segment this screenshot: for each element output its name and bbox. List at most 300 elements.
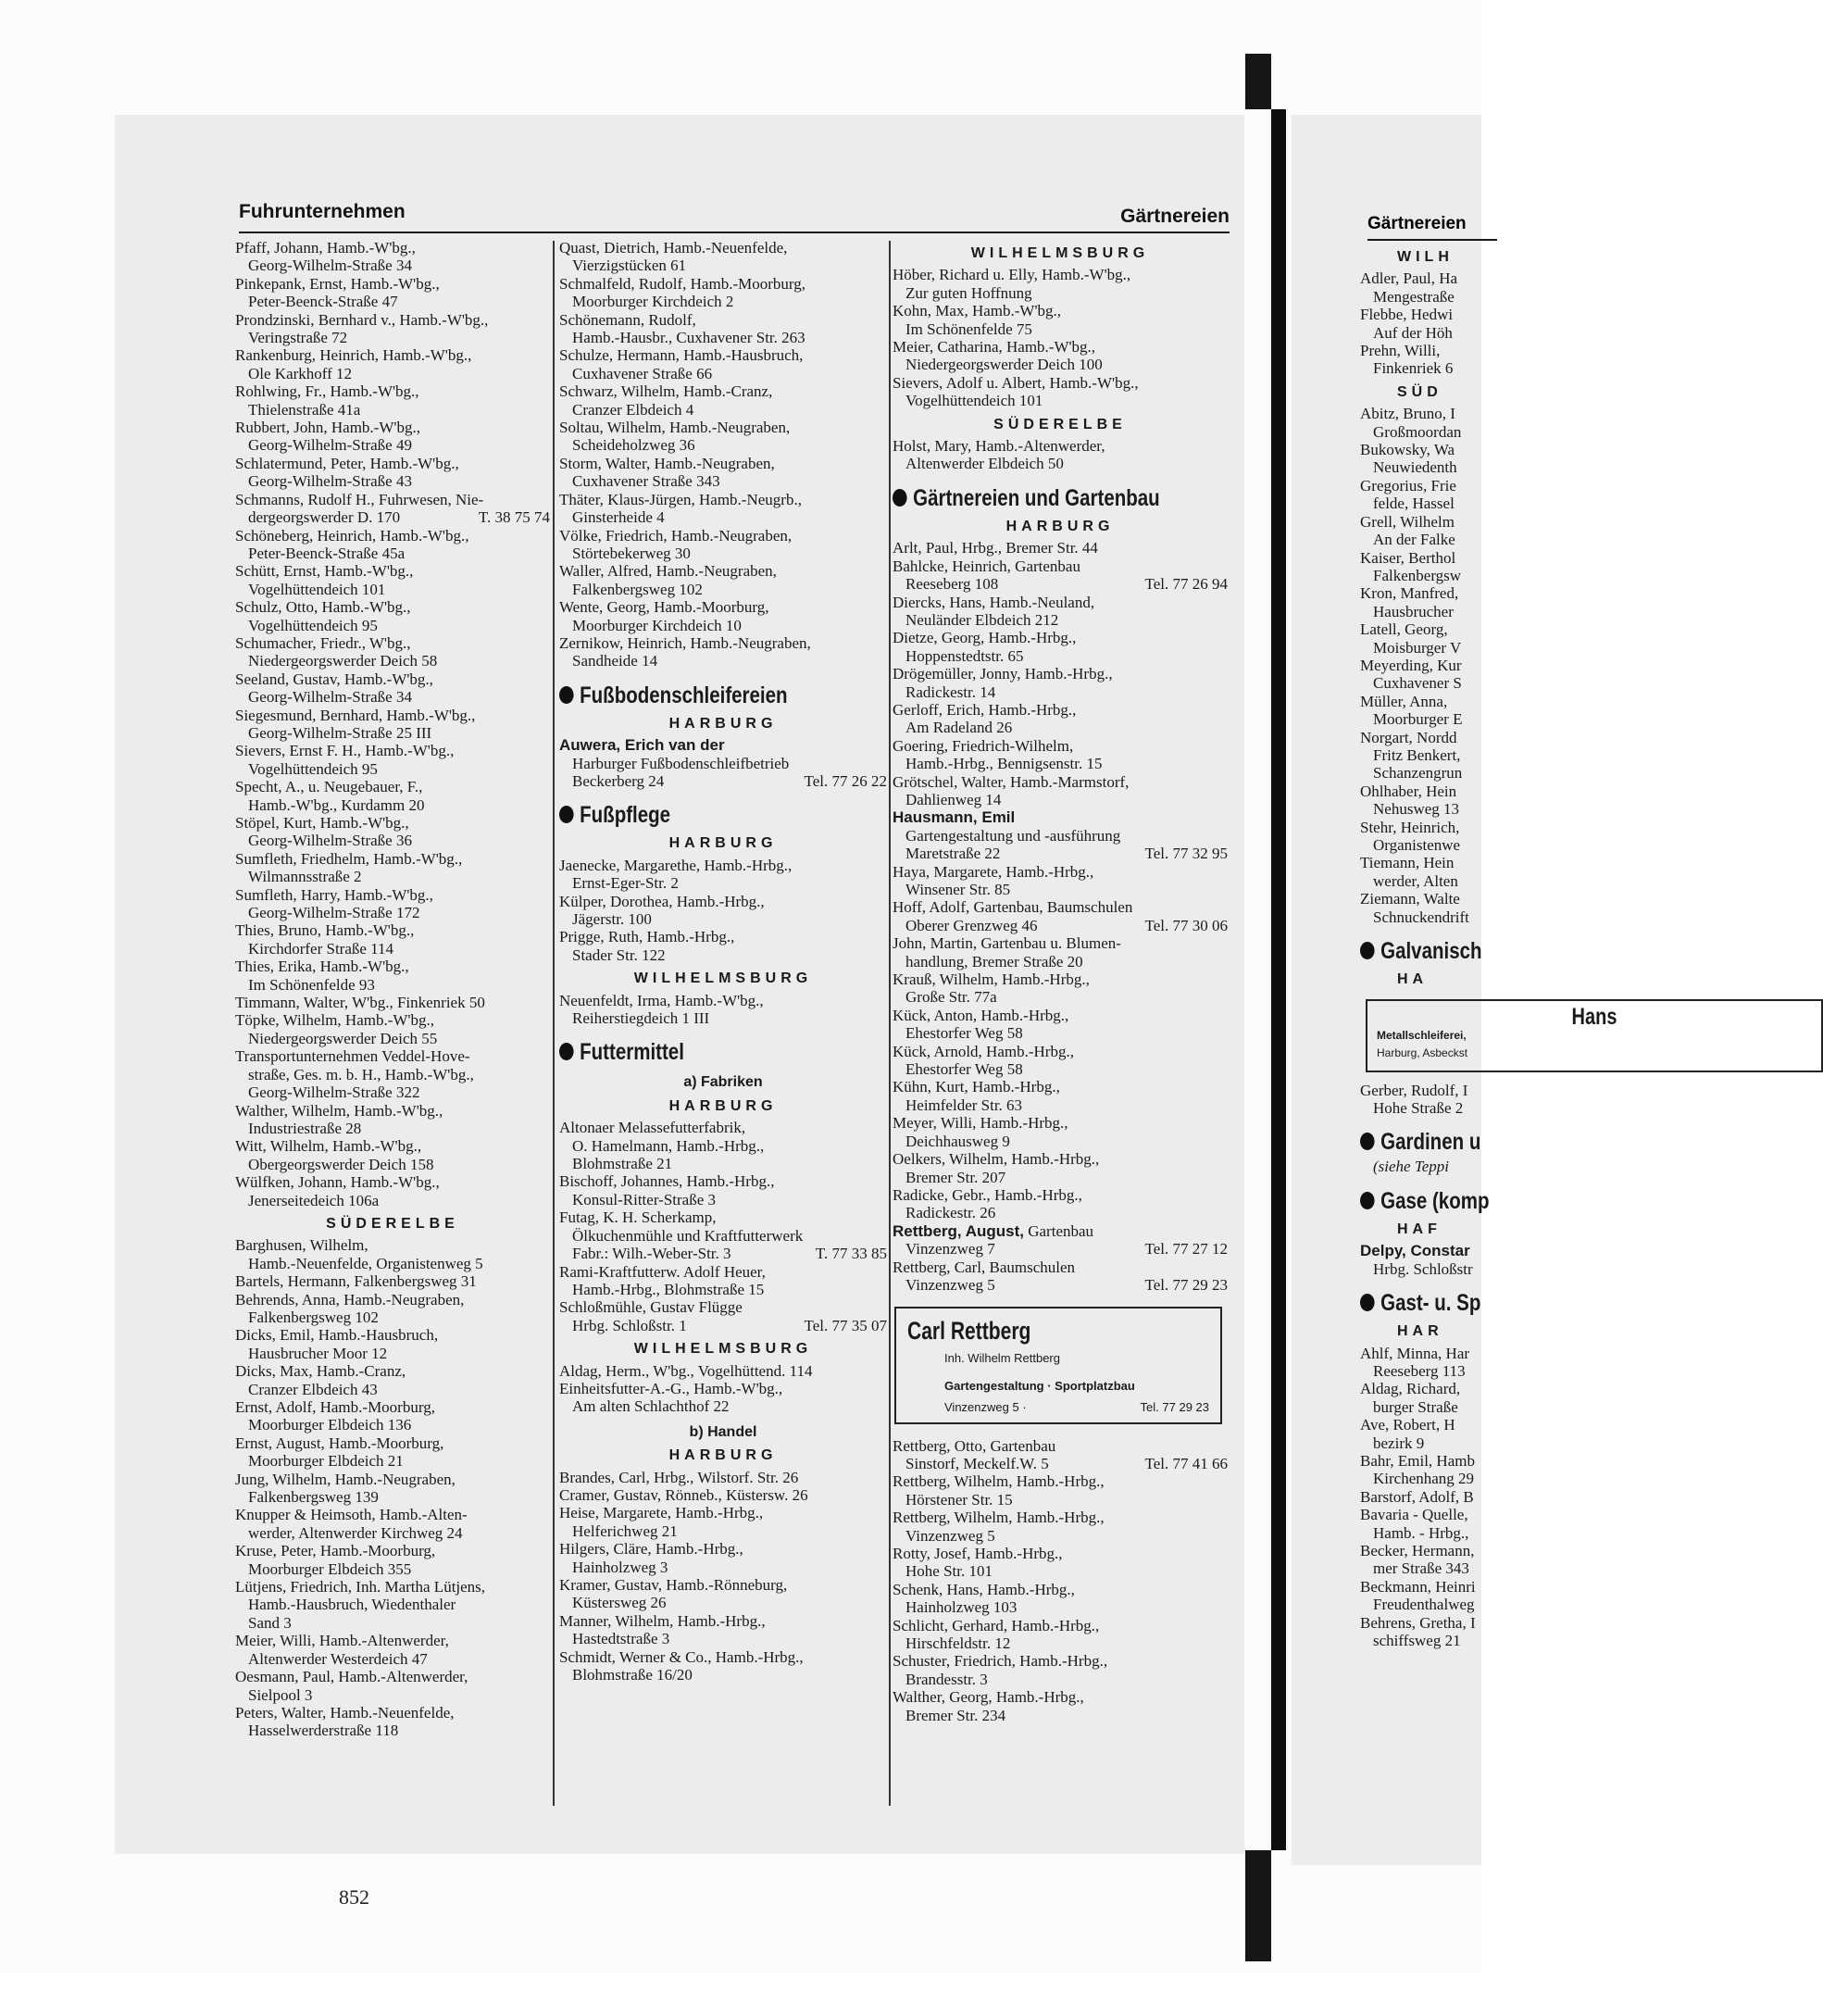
entry-address xyxy=(235,1686,550,1704)
scan-margin xyxy=(0,1972,1481,2016)
entry-address xyxy=(235,832,550,849)
directory-entry-fragment: Ziemann, Walte xyxy=(1360,890,1460,908)
entry-address xyxy=(559,910,887,928)
ad-owner: Inh. Wilhelm Rettberg xyxy=(944,1351,1060,1366)
directory-entry xyxy=(235,634,550,670)
entry-address xyxy=(235,1650,550,1668)
entry-address-text: Cranzer Elbdeich 43 xyxy=(248,1380,378,1398)
district-heading: HA xyxy=(1397,971,1429,988)
directory-entry xyxy=(235,742,550,778)
district-heading: HARBURG xyxy=(668,835,778,852)
entry-address-text: Vinzenzweg 5 xyxy=(905,1526,995,1545)
entry-address-text: Im Schönenfelde 75 xyxy=(905,319,1032,338)
directory-entry-fragment: Moisburger V xyxy=(1373,638,1462,657)
directory-entry xyxy=(559,928,887,964)
directory-entry xyxy=(559,455,887,491)
directory-entry-fragment: Prehn, Willi, xyxy=(1360,342,1441,360)
category-heading xyxy=(1360,1128,1740,1156)
directory-entry-fragment: Flebbe, Hedwi xyxy=(1360,306,1454,324)
page-number: 852 xyxy=(339,1885,369,1909)
entry-address-text: Jenerseitedeich 106a xyxy=(248,1191,380,1209)
directory-entry xyxy=(235,1011,550,1047)
directory-entry xyxy=(235,1704,550,1740)
entry-address-text: Hamb.-Hrbg., Blohmstraße 15 xyxy=(572,1280,765,1298)
district-heading: WILHELMSBURG xyxy=(633,1341,813,1358)
entry-address xyxy=(235,688,550,706)
category-heading xyxy=(1360,1289,1740,1317)
entry-address-text: Hörstener Str. 15 xyxy=(905,1490,1013,1509)
entry-address-text: Cuxhavener Straße 66 xyxy=(572,364,713,382)
directory-entry xyxy=(235,455,550,491)
facing-page-rule xyxy=(1367,239,1497,241)
entry-address xyxy=(559,1009,887,1027)
entry-name: Lütjens, Friedrich, Inh. Martha Lütjens, xyxy=(235,1578,486,1597)
entry-address-text: Hamb.-Hausbr., Cuxhavener Str. 263 xyxy=(572,329,805,347)
entry-address xyxy=(559,1191,887,1208)
entry-telephone: Tel. 77 35 07 xyxy=(804,1316,887,1334)
entry-name: Aldag, Herm., W'bg., Vogelhüttend. 114 xyxy=(559,1361,813,1380)
entry-name: Kück, Arnold, Hamb.-Hrbg., xyxy=(893,1042,1074,1060)
directory-entry-fragment: Beckmann, Heinri xyxy=(1360,1577,1476,1596)
entry-name: Rubbert, John, Hamb.-W'bg., xyxy=(235,419,420,437)
directory-entry xyxy=(235,1047,550,1101)
directory-entry xyxy=(235,814,550,850)
directory-entry xyxy=(235,921,550,958)
entry-name: Specht, A., u. Neugebauer, F., xyxy=(235,778,423,796)
entry-address-text: Bremer Str. 207 xyxy=(905,1168,1006,1186)
entry-address xyxy=(559,1630,887,1647)
entry-address xyxy=(559,617,887,634)
directory-entry-fragment: Kron, Manfred, xyxy=(1360,584,1459,603)
directory-entry xyxy=(893,665,1228,701)
entry-address xyxy=(893,1527,1228,1545)
directory-entry xyxy=(235,1398,550,1434)
entry-address xyxy=(235,508,550,526)
ad-address: Harburg, Asbeckst xyxy=(1377,1046,1468,1060)
entry-address-text: Hastedtstraße 3 xyxy=(572,1630,670,1648)
district-heading: WILH xyxy=(1397,249,1454,265)
directory-entry xyxy=(893,629,1228,665)
directory-entry xyxy=(235,491,550,527)
entry-address-text: Beckerberg 24 xyxy=(572,771,665,790)
entry-telephone: Tel. 77 30 06 xyxy=(1144,916,1228,934)
entry-address-text: werder, Altenwerder Kirchweg 24 xyxy=(248,1523,463,1542)
entry-address-text: Georg-Wilhelm-Straße 34 xyxy=(248,257,412,275)
entry-address-text: Harburger Fußbodenschleifbetrieb xyxy=(572,754,790,772)
entry-name: Behrends, Anna, Hamb.-Neugraben, xyxy=(235,1290,465,1309)
entry-address xyxy=(893,917,1228,934)
entry-address-text: Ölkuchenmühle und Kraftfutterwerk xyxy=(572,1226,804,1245)
entry-address xyxy=(559,329,887,346)
entry-address xyxy=(559,508,887,526)
entry-address xyxy=(893,1096,1228,1114)
entry-address xyxy=(893,1133,1228,1150)
directory-entry xyxy=(235,419,550,455)
entry-address-text: Sand 3 xyxy=(248,1613,292,1632)
entry-address-text: Neuländer Elbdeich 212 xyxy=(905,610,1059,629)
entry-address xyxy=(893,988,1228,1006)
district-heading: SÜDERELBE xyxy=(326,1215,459,1232)
entry-address-text: Cuxhavener Straße 343 xyxy=(572,472,720,491)
directory-entry xyxy=(893,1437,1228,1473)
directory-entry xyxy=(893,1652,1228,1688)
entry-address-text: Konsul-Ritter-Straße 3 xyxy=(572,1190,716,1208)
entry-address-text: Sielpool 3 xyxy=(248,1685,313,1704)
directory-entry xyxy=(893,1222,1228,1240)
entry-name: Krauß, Wilhelm, Hamb.-Hrbg., xyxy=(893,970,1090,989)
column-1 xyxy=(235,239,550,1740)
directory-entry xyxy=(235,958,550,994)
directory-entry xyxy=(893,1186,1228,1222)
entry-name: Pinkepank, Ernst, Hamb.-W'bg., xyxy=(235,274,440,293)
directory-entry-fragment: Latell, Georg, xyxy=(1360,620,1448,639)
entry-name: Grötschel, Walter, Hamb.-Marmstorf, xyxy=(893,772,1130,791)
directory-entry xyxy=(235,311,550,347)
entry-address xyxy=(235,581,550,598)
district-heading: HARBURG xyxy=(668,715,778,732)
header-rule xyxy=(239,232,1230,233)
entry-address xyxy=(235,868,550,885)
entry-address-text: Vierzigstücken 61 xyxy=(572,257,687,275)
entry-name: Zernikow, Heinrich, Hamb.-Neugraben, xyxy=(559,633,811,652)
entry-address xyxy=(235,257,550,274)
entry-name: Schenk, Hans, Hamb.-Hrbg., xyxy=(893,1580,1075,1598)
entry-name: Manner, Wilhelm, Hamb.-Hrbg., xyxy=(559,1611,766,1630)
ad-service: Gartengestaltung · Sportplatzbau xyxy=(944,1378,1135,1393)
bullet-icon xyxy=(559,686,574,704)
entry-name: Rami-Kraftfutterw. Adolf Heuer, xyxy=(559,1262,766,1281)
directory-entry-fragment: Adler, Paul, Ha xyxy=(1360,269,1458,288)
entry-address-text: Jägerstr. 100 xyxy=(572,910,652,928)
directory-entry xyxy=(559,1540,887,1576)
entry-address-text: Hamb.-Hrbg., Bennigsenstr. 15 xyxy=(905,755,1103,773)
entry-address-text: Winsener Str. 85 xyxy=(905,881,1011,898)
entry-name: Walther, Georg, Hamb.-Hrbg., xyxy=(893,1688,1084,1707)
category-heading xyxy=(559,682,828,709)
directory-entry xyxy=(893,1240,1228,1258)
directory-entry xyxy=(235,1434,550,1471)
advertisement-box xyxy=(1366,999,1823,1071)
directory-entry xyxy=(235,1173,550,1209)
directory-entry xyxy=(235,778,550,814)
entry-address-text: Dahlienweg 14 xyxy=(905,790,1002,808)
directory-entry xyxy=(893,302,1228,338)
entry-name: Jaenecke, Margarethe, Hamb.-Hrbg., xyxy=(559,856,793,874)
directory-entry-fragment: Bavaria - Quelle, xyxy=(1360,1506,1468,1524)
entry-address xyxy=(235,1066,550,1083)
entry-name: Gerloff, Erich, Hamb.-Hrbg., xyxy=(893,700,1077,719)
entry-address-text: Altenwerder Elbdeich 50 xyxy=(905,455,1064,473)
entry-name: Storm, Walter, Hamb.-Neugraben, xyxy=(559,454,775,472)
entry-address-text: Georg-Wilhelm-Straße 49 xyxy=(248,436,412,455)
directory-entry xyxy=(559,1208,887,1262)
facing-page xyxy=(1292,115,1617,1865)
directory-entry xyxy=(893,827,1228,845)
directory-entry-fragment: Bahr, Emil, Hamb xyxy=(1360,1451,1475,1470)
entry-name: Wülfken, Johann, Hamb.-W'bg., xyxy=(235,1173,440,1192)
directory-entry xyxy=(559,1119,887,1172)
entry-name: Einheitsfutter-A.-G., Hamb.-W'bg., xyxy=(559,1379,783,1397)
entry-name: Bartels, Hermann, Falkenbergsweg 31 xyxy=(235,1272,477,1291)
entry-address xyxy=(893,845,1228,862)
entry-telephone: Tel. 77 32 95 xyxy=(1144,845,1228,863)
district-heading: HARBURG xyxy=(668,1447,778,1464)
directory-entry xyxy=(893,970,1228,1007)
entry-address xyxy=(559,545,887,562)
entry-address-text: Moorburger Kirchdeich 10 xyxy=(572,616,742,634)
entry-telephone: Tel. 77 26 94 xyxy=(1144,575,1228,594)
entry-address xyxy=(893,1060,1228,1078)
directory-entry xyxy=(893,1472,1228,1509)
entry-address xyxy=(235,293,550,310)
entry-telephone: Tel. 77 27 12 xyxy=(1144,1240,1228,1258)
entry-address-text: Peter-Beenck-Straße 47 xyxy=(248,293,398,311)
district-heading: SÜD xyxy=(1397,383,1442,400)
directory-entry-fragment: Grell, Wilhelm xyxy=(1360,512,1455,531)
entry-name: Schuster, Friedrich, Hamb.-Hrbg., xyxy=(893,1652,1108,1671)
ad-title: Carl Rettberg xyxy=(907,1317,1031,1346)
directory-entry-fragment: Hrbg. Schloßstr xyxy=(1373,1259,1473,1278)
directory-entry xyxy=(893,808,1228,826)
entry-address xyxy=(235,904,550,921)
entry-address-text: Hasselwerderstraße 118 xyxy=(248,1722,399,1740)
entry-name: Külper, Dorothea, Hamb.-Hrbg., xyxy=(559,892,765,910)
entry-address-text: Moorburger Elbdeich 355 xyxy=(248,1559,412,1578)
entry-address xyxy=(893,1491,1228,1509)
entry-address xyxy=(235,1560,550,1578)
directory-entry xyxy=(559,527,887,563)
entry-name: Völke, Friedrich, Hamb.-Neugraben, xyxy=(559,526,793,545)
directory-entry xyxy=(559,1362,887,1380)
entry-name: Schmanns, Rudolf H., Fuhrwesen, Nie- xyxy=(235,490,484,508)
entry-telephone: T. 77 33 85 xyxy=(815,1245,887,1263)
directory-entry xyxy=(559,1612,887,1648)
entry-name: Knupper & Heimsoth, Hamb.-Alten- xyxy=(235,1506,468,1524)
entry-address xyxy=(235,365,550,382)
entry-name: Schumacher, Friedr., W'bg., xyxy=(235,633,411,652)
directory-entry-fragment: Hamb. - Hrbg., xyxy=(1373,1523,1469,1542)
entry-address xyxy=(235,1030,550,1047)
entry-address xyxy=(235,1524,550,1542)
directory-entry xyxy=(893,1258,1228,1295)
directory-entry-fragment: Nehusweg 13 xyxy=(1373,800,1460,819)
directory-entry xyxy=(235,1506,550,1542)
entry-name: Waller, Alfred, Hamb.-Neugraben, xyxy=(559,562,777,581)
directory-entry xyxy=(235,1578,550,1632)
directory-entry xyxy=(235,562,550,598)
entry-address xyxy=(235,1345,550,1362)
directory-entry-fragment: Fritz Benkert, xyxy=(1373,745,1461,764)
entry-name: Oesmann, Paul, Hamb.-Altenwerder, xyxy=(235,1668,468,1686)
entry-address-text: Vogelhüttendeich 101 xyxy=(905,392,1043,410)
column-divider xyxy=(889,241,891,1806)
bullet-icon xyxy=(559,1043,574,1060)
entry-address-text: Ginsterheide 4 xyxy=(572,508,665,527)
entry-address xyxy=(893,1455,1228,1472)
entry-address-text: Scheideholzweg 36 xyxy=(572,436,695,455)
directory-entry xyxy=(235,239,550,275)
entry-address xyxy=(235,1255,550,1272)
directory-entry xyxy=(559,1576,887,1612)
entry-address-text: Veringstraße 72 xyxy=(248,329,348,347)
entry-name: Rettberg, Wilhelm, Hamb.-Hrbg., xyxy=(893,1509,1105,1527)
entry-name: Transportunternehmen Veddel-Hove- xyxy=(235,1047,470,1066)
entry-address-text: Zur guten Hoffnung xyxy=(905,283,1032,302)
directory-entry xyxy=(559,1648,887,1684)
entry-name: Kruse, Peter, Hamb.-Moorburg, xyxy=(235,1542,436,1560)
directory-entry xyxy=(235,346,550,382)
entry-trade: Gartenbau xyxy=(1023,1221,1094,1240)
ad-telephone: Tel. 77 29 23 xyxy=(1140,1400,1209,1415)
directory-entry xyxy=(559,1469,887,1486)
entry-address-text: dergeorgswerder D. 170 xyxy=(248,508,401,527)
entry-address-text: Maretstraße 22 xyxy=(905,845,1001,863)
entry-address xyxy=(235,1722,550,1739)
directory-entry-fragment: felde, Hassel xyxy=(1373,495,1455,513)
entry-name: Dicks, Emil, Hamb.-Hausbruch, xyxy=(235,1326,439,1345)
directory-entry xyxy=(235,850,550,886)
directory-entry xyxy=(235,670,550,707)
category-title: Galvanisch xyxy=(1380,938,1482,965)
directory-entry xyxy=(893,1078,1228,1114)
entry-address-text: Niedergeorgswerder Deich 55 xyxy=(248,1029,438,1047)
entry-bold-name xyxy=(893,808,1228,826)
category-title: Gast- u. Sp xyxy=(1380,1290,1481,1317)
directory-entry xyxy=(235,1362,550,1398)
entry-address-text: Vinzenzweg 5 xyxy=(905,1275,995,1294)
entry-address xyxy=(893,1671,1228,1688)
directory-entry xyxy=(235,1291,550,1327)
entry-address xyxy=(893,1240,1228,1258)
entry-address-text: Im Schönenfelde 93 xyxy=(248,975,375,994)
entry-name: Schlicht, Gerhard, Hamb.-Hrbg., xyxy=(893,1616,1100,1634)
directory-entry-fragment: Hausbrucher xyxy=(1373,602,1454,620)
directory-entry xyxy=(235,1272,550,1290)
directory-entry xyxy=(235,275,550,311)
book-spine-top xyxy=(1245,54,1271,109)
book-gutter xyxy=(1271,109,1286,1850)
entry-name: Haya, Margarete, Hamb.-Hrbg., xyxy=(893,862,1094,881)
category-heading xyxy=(1360,1187,1740,1215)
entry-name: Walther, Wilhelm, Hamb.-W'bg., xyxy=(235,1101,443,1120)
entry-address xyxy=(559,1245,887,1262)
column-2 xyxy=(559,239,887,1684)
entry-address-text: Hamb.-Hausbruch, Wiedenthaler xyxy=(248,1596,456,1614)
entry-address-text: Brandesstr. 3 xyxy=(905,1670,988,1688)
directory-entry-fragment: Finkenriek 6 xyxy=(1373,359,1454,378)
entry-name: Kramer, Gustav, Hamb.-Rönneburg, xyxy=(559,1576,788,1594)
directory-entry-fragment: Abitz, Bruno, I xyxy=(1360,405,1455,423)
directory-entry xyxy=(559,598,887,634)
entry-name: Prondzinski, Bernhard v., Hamb.-W'bg., xyxy=(235,310,489,329)
entry-address-text: Georg-Wilhelm-Straße 36 xyxy=(248,832,412,850)
directory-entry-fragment: Reeseberg 113 xyxy=(1373,1361,1466,1380)
directory-entry xyxy=(893,374,1228,410)
entry-address-text: Hrbg. Schloßstr. 1 xyxy=(572,1316,687,1334)
entry-address xyxy=(893,1707,1228,1724)
directory-entry xyxy=(559,275,887,311)
entry-address xyxy=(235,1452,550,1470)
entry-address-text: Falkenbergsweg 102 xyxy=(572,580,703,598)
entry-name: Schöneberg, Heinrich, Hamb.-W'bg., xyxy=(235,526,469,545)
entry-address-text: Hirschfeldstr. 12 xyxy=(905,1634,1011,1653)
entry-name: Altonaer Melassefutterfabrik, xyxy=(559,1119,746,1137)
directory-entry-fragment: Kirchenhang 29 xyxy=(1373,1470,1475,1488)
entry-address xyxy=(893,647,1228,665)
entry-address xyxy=(893,284,1228,302)
entry-address-text: straße, Ges. m. b. H., Hamb.-W'bg., xyxy=(248,1065,474,1083)
entry-address xyxy=(559,1559,887,1576)
entry-address-text: Hamb.-W'bg., Kurdamm 20 xyxy=(248,795,425,814)
directory-entry xyxy=(893,934,1228,970)
entry-address-text: Störtebekerweg 30 xyxy=(572,544,691,562)
directory-entry xyxy=(893,898,1228,934)
entry-telephone: Tel. 77 29 23 xyxy=(1144,1275,1228,1294)
entry-bold-name xyxy=(893,1222,1228,1240)
entry-address xyxy=(235,436,550,454)
entry-name: Jung, Wilhelm, Hamb.-Neugraben, xyxy=(235,1470,456,1488)
entry-address xyxy=(893,611,1228,629)
directory-entry xyxy=(559,491,887,527)
directory-entry-fragment: Cuxhavener S xyxy=(1373,674,1462,693)
entry-name: Rettberg, Wilhelm, Hamb.-Hrbg., xyxy=(893,1472,1105,1491)
entry-address-text: Helferichweg 21 xyxy=(572,1521,678,1540)
entry-address xyxy=(893,1204,1228,1221)
entry-name: Radicke, Gebr., Hamb.-Hrbg., xyxy=(893,1185,1082,1204)
entry-telephone: Tel. 77 41 66 xyxy=(1144,1454,1228,1472)
entry-name: Rankenburg, Heinrich, Hamb.-W'bg., xyxy=(235,346,472,365)
bullet-icon xyxy=(1360,942,1375,959)
entry-address xyxy=(235,1083,550,1101)
entry-address-text: Hausbrucher Moor 12 xyxy=(248,1344,388,1362)
directory-entry xyxy=(893,1545,1228,1581)
entry-name: Neuenfeldt, Irma, Hamb.-W'bg., xyxy=(559,991,764,1009)
entry-address xyxy=(893,1598,1228,1616)
entry-name: Bischoff, Johannes, Hamb.-Hrbg., xyxy=(559,1172,775,1191)
category-title: Fußbodenschleifereien xyxy=(580,682,788,708)
entry-name: Rettberg, Carl, Baumschulen xyxy=(893,1258,1076,1276)
entry-address-text: Hamb.-Neuenfelde, Organistenweg 5 xyxy=(248,1254,483,1272)
entry-address-text: Reiherstiegdeich 1 III xyxy=(572,1009,710,1028)
entry-name: Drögemüller, Jonny, Hamb.-Hrbg., xyxy=(893,665,1113,683)
directory-entry xyxy=(893,1114,1228,1150)
entry-bold-name xyxy=(559,736,887,754)
entry-name: Thies, Erika, Hamb.-W'bg., xyxy=(235,958,409,976)
entry-address xyxy=(235,724,550,742)
bullet-icon xyxy=(1360,1133,1375,1150)
entry-address-text: Hainholzweg 103 xyxy=(905,1598,1018,1617)
entry-address xyxy=(893,953,1228,970)
entry-address xyxy=(893,320,1228,338)
entry-address-text: O. Hamelmann, Hamb.-Hrbg., xyxy=(572,1136,765,1155)
directory-entry-fragment: Delpy, Constar xyxy=(1360,1242,1470,1260)
entry-address xyxy=(559,257,887,274)
entry-address xyxy=(559,1317,887,1334)
ad-street: Vinzenzweg 5 · xyxy=(944,1400,1027,1415)
directory-entry-fragment: Becker, Hermann, xyxy=(1360,1541,1475,1559)
entry-address xyxy=(235,976,550,994)
running-header-left: Fuhrunternehmen xyxy=(239,201,406,222)
directory-entry xyxy=(893,539,1228,557)
entry-address xyxy=(559,472,887,490)
entry-name: Meier, Catharina, Hamb.-W'bg., xyxy=(893,338,1096,357)
entry-address xyxy=(235,329,550,346)
entry-name: Dietze, Georg, Hamb.-Hrbg., xyxy=(893,629,1077,647)
directory-entry-fragment: Aldag, Richard, xyxy=(1360,1380,1461,1398)
entry-address-text: Blohmstraße 16/20 xyxy=(572,1666,693,1684)
directory-entry-fragment: Gerber, Rudolf, I xyxy=(1360,1081,1468,1099)
entry-name: Ernst, Adolf, Hamb.-Moorburg, xyxy=(235,1398,435,1416)
